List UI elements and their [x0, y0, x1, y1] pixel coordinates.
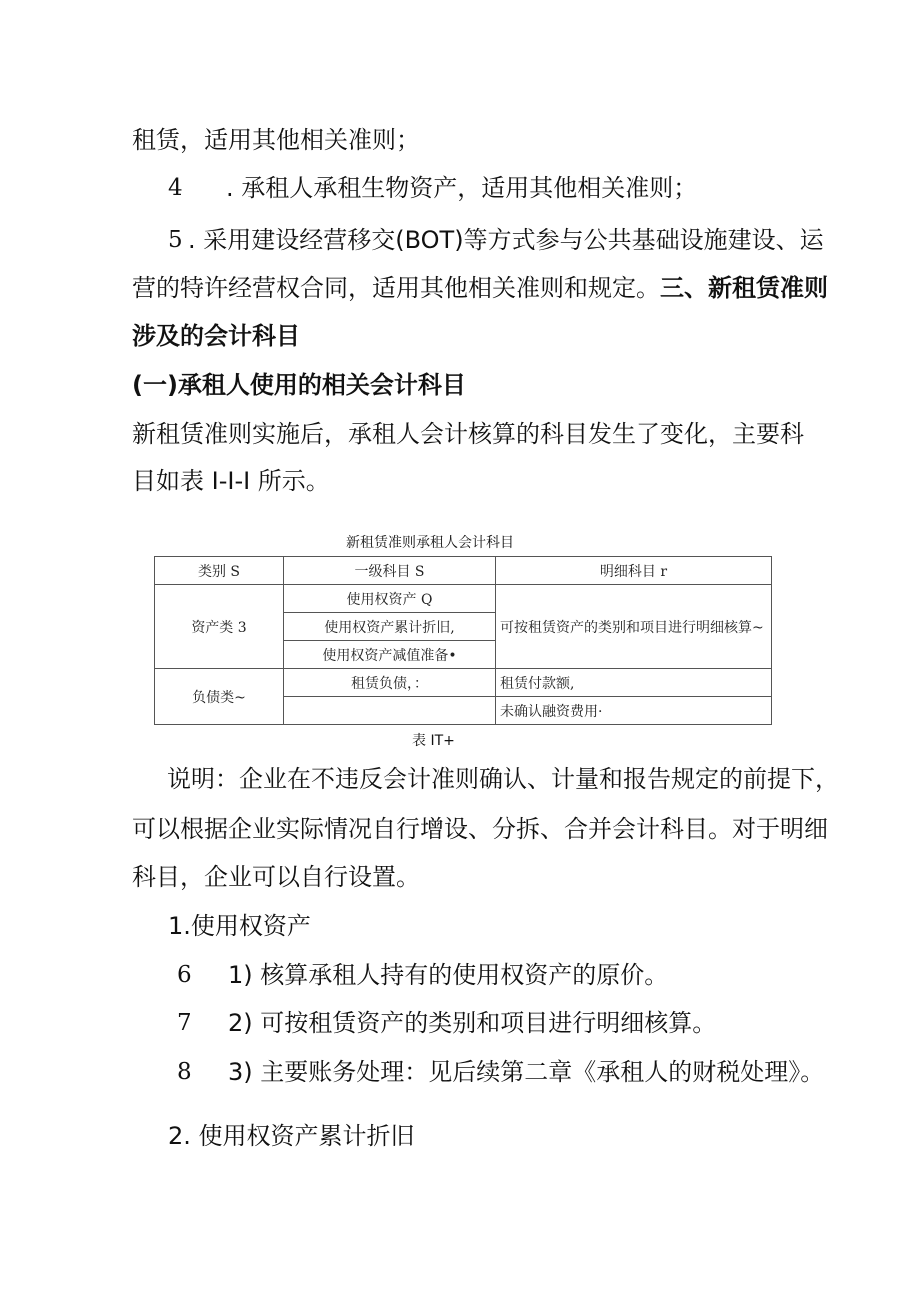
- list-number: 6: [177, 962, 192, 988]
- header-primary-account: 一级科目 S: [284, 557, 496, 585]
- accounts-table: [154, 556, 772, 725]
- paragraph-text: 租赁，适用其他相关准则；: [132, 126, 420, 154]
- list-number: 8: [177, 1059, 192, 1085]
- note-text: 可以根据企业实际情况自行增设、分拆、合并会计科目。对于明细: [132, 815, 828, 843]
- asset-item-cell: 使用权资产减值准备•: [284, 641, 496, 669]
- asset-item-cell: 使用权资产累计折旧,: [284, 613, 496, 641]
- list-item-text: 2) 可按租赁资产的类别和项目进行明细核算。: [228, 1009, 717, 1037]
- paragraph-text: 新租赁准则实施后，承租人会计核算的科目发生了变化，主要科: [132, 420, 804, 448]
- section-heading: 三、新租赁准则: [660, 274, 828, 302]
- section-heading-cont: 涉及的会计科目: [132, 322, 300, 350]
- paragraph-text: 目如表 I-I-I 所示。: [132, 467, 330, 495]
- empty-cell: [284, 697, 496, 725]
- note-text: 科目，企业可以自行设置。: [132, 863, 420, 891]
- header-detail-account: 明细科目 r: [496, 557, 772, 585]
- paragraph-line: [132, 272, 828, 304]
- subheading: 2. 使用权资产累计折旧: [168, 1122, 415, 1150]
- note-text: 说明：企业在不违反会计准则确认、计量和报告规定的前提下，: [167, 765, 839, 793]
- subsection-heading: (一)承租人使用的相关会计科目: [132, 371, 466, 399]
- asset-item-cell: 使用权资产 Q: [284, 585, 496, 613]
- liability-item-cell: 租赁负债，：: [284, 669, 496, 697]
- liability-category-cell: 负债类~: [155, 669, 284, 725]
- table-row: [155, 669, 772, 697]
- list-item-text: 3) 主要账务处理：见后续第二章《承租人的财税处理》。: [228, 1058, 825, 1086]
- list-item-text: . 承租人承租生物资产，适用其他相关准则；: [226, 174, 698, 202]
- list-item-text: . 采用建设经营移交(BOT)等方式参与公共基础设施建设、运: [188, 226, 824, 254]
- asset-category-cell: 资产类 3: [155, 585, 284, 669]
- list-item-text: 1) 核算承租人持有的使用权资产的原价。: [228, 961, 669, 989]
- liability-detail-cell: 租赁付款额,: [496, 669, 772, 697]
- table-header-row: [155, 557, 772, 585]
- table-row: [155, 585, 772, 613]
- table-caption: 表 IT+: [412, 733, 455, 749]
- liability-detail-cell: 未确认融资费用·: [496, 697, 772, 725]
- paragraph-text: 营的特许经营权合同，适用其他相关准则和规定。: [132, 274, 660, 302]
- asset-detail-cell: 可按租赁资产的类别和项目进行明细核算~: [496, 585, 772, 669]
- table-title: 新租赁准则承租人会计科目: [346, 535, 514, 551]
- list-number: 7: [177, 1010, 192, 1036]
- list-number: 5: [168, 227, 183, 253]
- header-category: 类别 S: [155, 557, 284, 585]
- subheading: 1.使用权资产: [168, 912, 311, 940]
- list-number: 4: [168, 175, 183, 201]
